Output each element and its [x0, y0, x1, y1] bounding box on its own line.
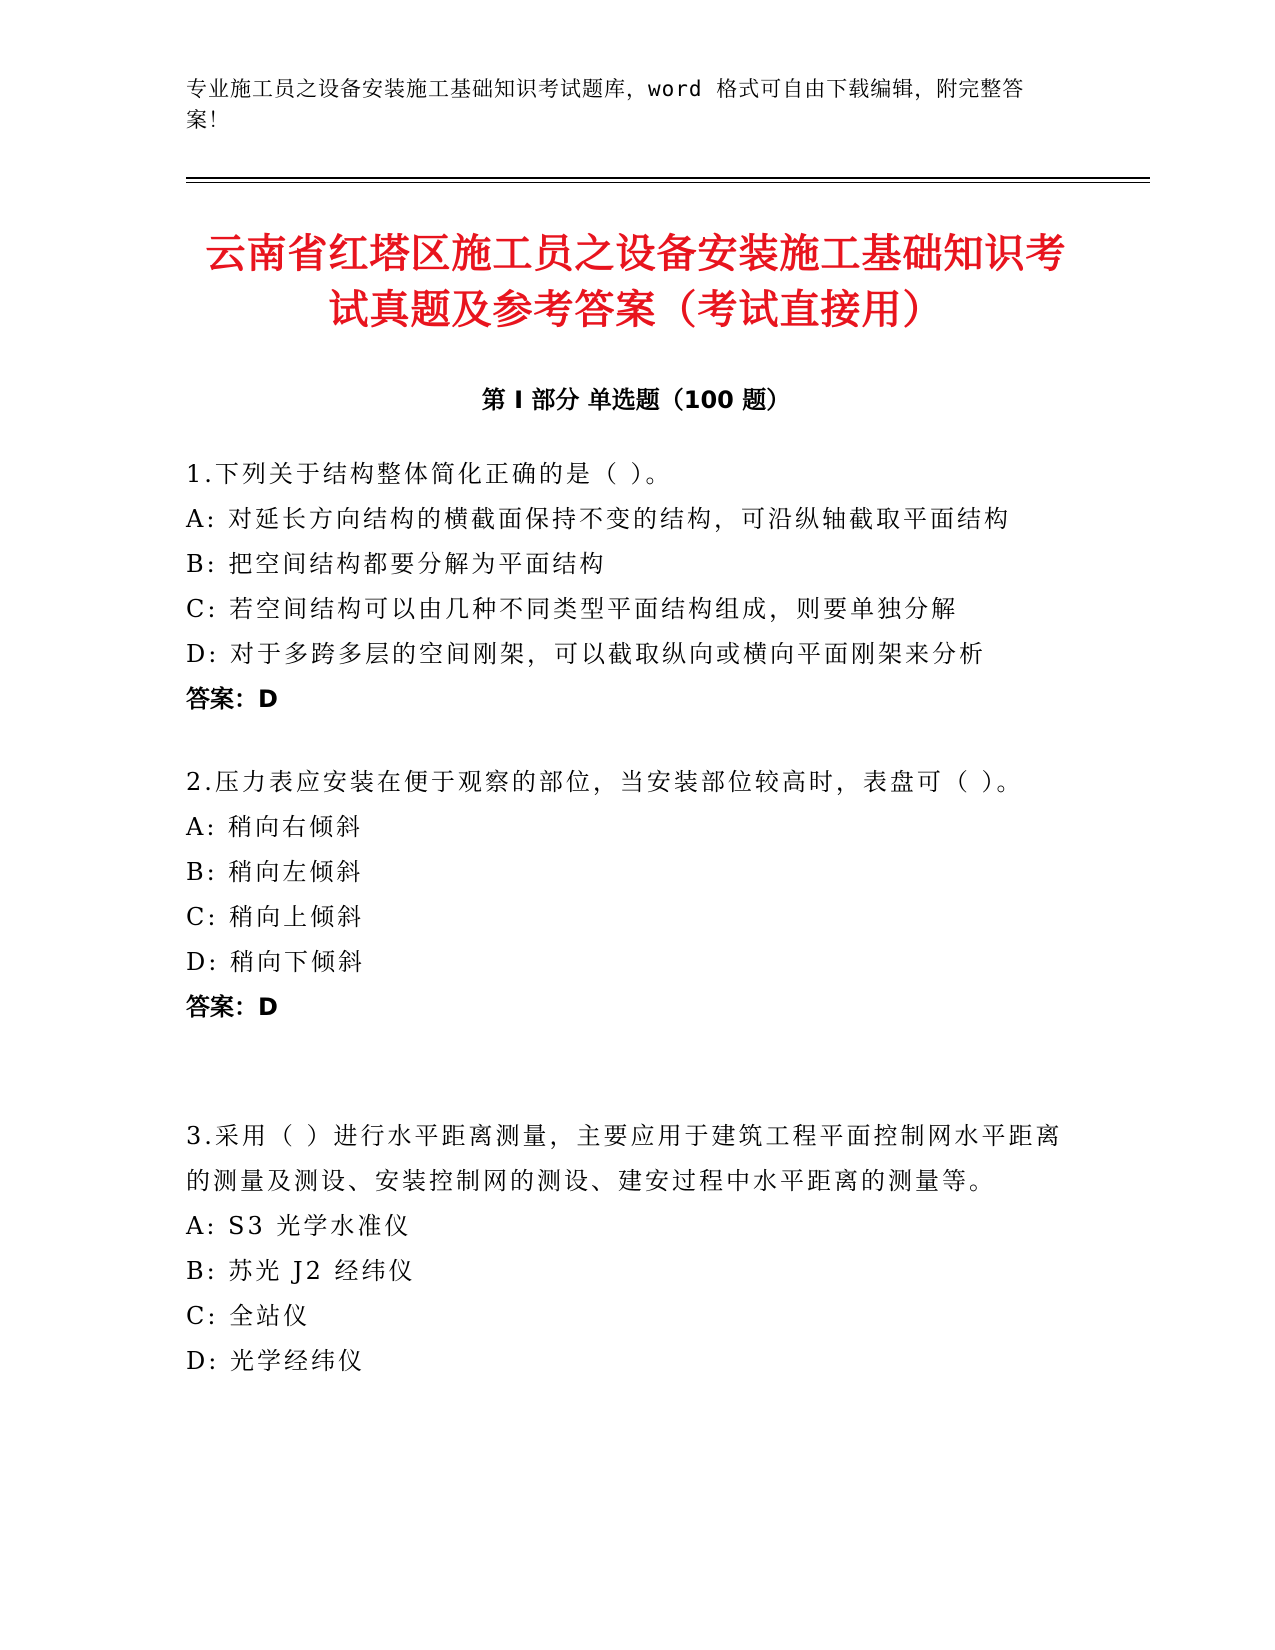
- option-b: B: 把空间结构都要分解为平面结构: [186, 550, 607, 578]
- header-rule-thick: [186, 177, 1150, 179]
- option-a: A: 稍向右倾斜: [186, 813, 364, 841]
- option-b: B: 苏光 J2 经纬仪: [186, 1257, 416, 1285]
- document-title: 云南省红塔区施工员之设备安装施工基础知识考试真题及参考答案（考试直接用）: [205, 231, 1067, 333]
- option-d: D: 稍向下倾斜: [186, 948, 365, 976]
- option-a: A: S3 光学水准仪: [186, 1212, 412, 1240]
- question-1: [186, 452, 1066, 722]
- answer: 答案：D: [186, 993, 278, 1021]
- option-d: D: 对于多跨多层的空间刚架，可以截取纵向或横向平面刚架来分析: [186, 640, 986, 668]
- option-d: D: 光学经纬仪: [186, 1347, 365, 1375]
- option-b: B: 稍向左倾斜: [186, 858, 364, 886]
- question-3: [186, 1114, 1066, 1384]
- answer: 答案：D: [186, 685, 278, 713]
- question-2: [186, 760, 1066, 1030]
- question-stem: 2.压力表应安装在便于观察的部位，当安装部位较高时，表盘可（ ）。: [186, 768, 1024, 796]
- header-rule-thin: [186, 182, 1150, 183]
- header-note: 专业施工员之设备安装施工基础知识考试题库，word 格式可自由下载编辑，附完整答案！: [186, 77, 1025, 132]
- option-c: C: 稍向上倾斜: [186, 903, 365, 931]
- option-c: C: 若空间结构可以由几种不同类型平面结构组成，则要单独分解: [186, 595, 959, 623]
- option-a: A: 对延长方向结构的横截面保持不变的结构，可沿纵轴截取平面结构: [186, 505, 1012, 533]
- question-stem: 3.采用（ ）进行水平距离测量，主要应用于建筑工程平面控制网水平距离的测量及测设、安装控制网的测设、建安过程中水平距离的测量等。: [186, 1122, 1063, 1195]
- section-title: 第 I 部分 单选题（100 题）: [481, 386, 791, 414]
- question-stem: 1.下列关于结构整体简化正确的是（ ）。: [186, 460, 673, 488]
- option-c: C: 全站仪: [186, 1302, 311, 1330]
